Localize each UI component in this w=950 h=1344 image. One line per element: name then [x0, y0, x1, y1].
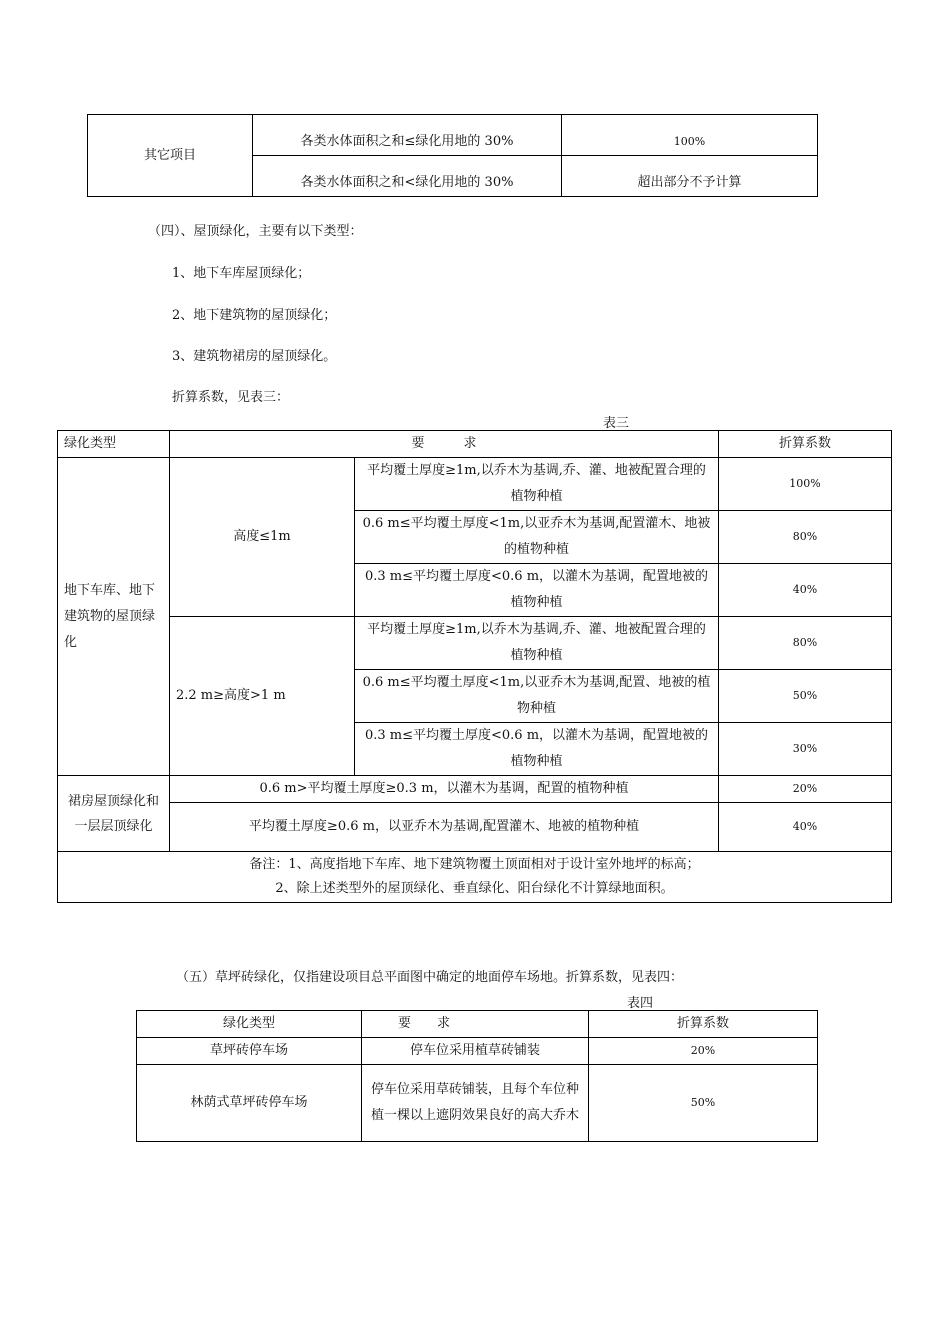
list-item: 3、建筑物裙房的屋顶绿化。 [172, 349, 337, 364]
height1-cell: 高度≤1m [170, 458, 355, 617]
header-coef: 折算系数 [589, 1011, 818, 1038]
header-type: 绿化类型 [58, 431, 170, 458]
table3-notes [58, 852, 892, 903]
list-item: 1、地下车库屋顶绿化； [172, 266, 311, 281]
coef-cell: 20% [719, 776, 892, 803]
req-cell: 0.3 m≤平均覆土厚度<0.6 m，以灌木为基调，配置地被的植物种植 [355, 564, 719, 617]
water-coef-cell: 100% [562, 115, 818, 156]
type-cell: 草坪砖停车场 [137, 1038, 362, 1065]
water-req-cell: 各类水体面积之和<绿化用地的 30% [253, 156, 562, 197]
water-req-cell: 各类水体面积之和≤绿化用地的 30% [253, 115, 562, 156]
height2-cell: 2.2 m≥高度>1 m [170, 617, 355, 776]
req-cell: 平均覆土厚度≥0.6 m，以亚乔木为基调,配置灌木、地被的植物种植 [170, 803, 719, 852]
grass-brick-table [136, 1010, 818, 1142]
req-cell: 0.6 m>平均覆土厚度≥0.3 m，以灌木为基调，配置的植物种植 [170, 776, 719, 803]
group2-label: 裙房屋顶绿化和一层层顶绿化 [58, 776, 170, 852]
table3-reference: 折算系数，见表三： [172, 390, 290, 405]
req-cell: 0.3 m≤平均覆土厚度<0.6 m，以灌木为基调，配置地被的植物种植 [355, 723, 719, 776]
header-coef: 折算系数 [719, 431, 892, 458]
coef-cell: 30% [719, 723, 892, 776]
coef-cell: 20% [589, 1038, 818, 1065]
coef-cell: 50% [719, 670, 892, 723]
roof-greening-table [57, 430, 892, 903]
coef-cell: 100% [719, 458, 892, 511]
water-area-table [87, 114, 818, 197]
coef-cell: 50% [589, 1065, 818, 1142]
header-type: 绿化类型 [137, 1011, 362, 1038]
type-cell: 林荫式草坪砖停车场 [137, 1065, 362, 1142]
req-cell: 停车位采用草砖铺装，且每个车位种植一棵以上遮阴效果良好的高大乔木 [362, 1065, 589, 1142]
coef-cell: 40% [719, 803, 892, 852]
section4-heading: （四）、屋顶绿化，主要有以下类型： [148, 224, 363, 239]
header-req: 要 求 [170, 431, 719, 458]
req-cell: 平均覆土厚度≥1m,以乔木为基调,乔、灌、地被配置合理的植物种植 [355, 617, 719, 670]
coef-cell: 40% [719, 564, 892, 617]
req-cell: 0.6 m≤平均覆土厚度<1m,以亚乔木为基调,配置、地被的植物种植 [355, 670, 719, 723]
water-coef-cell: 超出部分不予计算 [562, 156, 818, 197]
coef-cell: 80% [719, 617, 892, 670]
section5-text: （五）草坪砖绿化，仅指建设项目总平面图中确定的地面停车场地。折算系数，见表四： [176, 970, 684, 985]
list-item: 2、地下建筑物的屋顶绿化； [172, 308, 337, 323]
coef-cell: 80% [719, 511, 892, 564]
group1-label: 地下车库、地下建筑物的屋顶绿化 [58, 458, 170, 776]
note-line-1: 备注：1、高度指地下车库、地下建筑物覆土顶面相对于设计室外地坪的标高； [249, 857, 700, 872]
other-items-cell: 其它项目 [88, 115, 253, 197]
table3-caption: 表三 [603, 416, 630, 431]
req-cell: 0.6 m≤平均覆土厚度<1m,以亚乔木为基调,配置灌木、地被的植物种植 [355, 511, 719, 564]
req-cell: 平均覆土厚度≥1m,以乔木为基调,乔、灌、地被配置合理的植物种植 [355, 458, 719, 511]
note-line-2: 2、除上述类型外的屋顶绿化、垂直绿化、阳台绿化不计算绿地面积。 [275, 881, 674, 896]
header-req: 要 求 [362, 1011, 589, 1038]
table4-caption: 表四 [627, 996, 654, 1011]
req-cell: 停车位采用植草砖铺装 [362, 1038, 589, 1065]
